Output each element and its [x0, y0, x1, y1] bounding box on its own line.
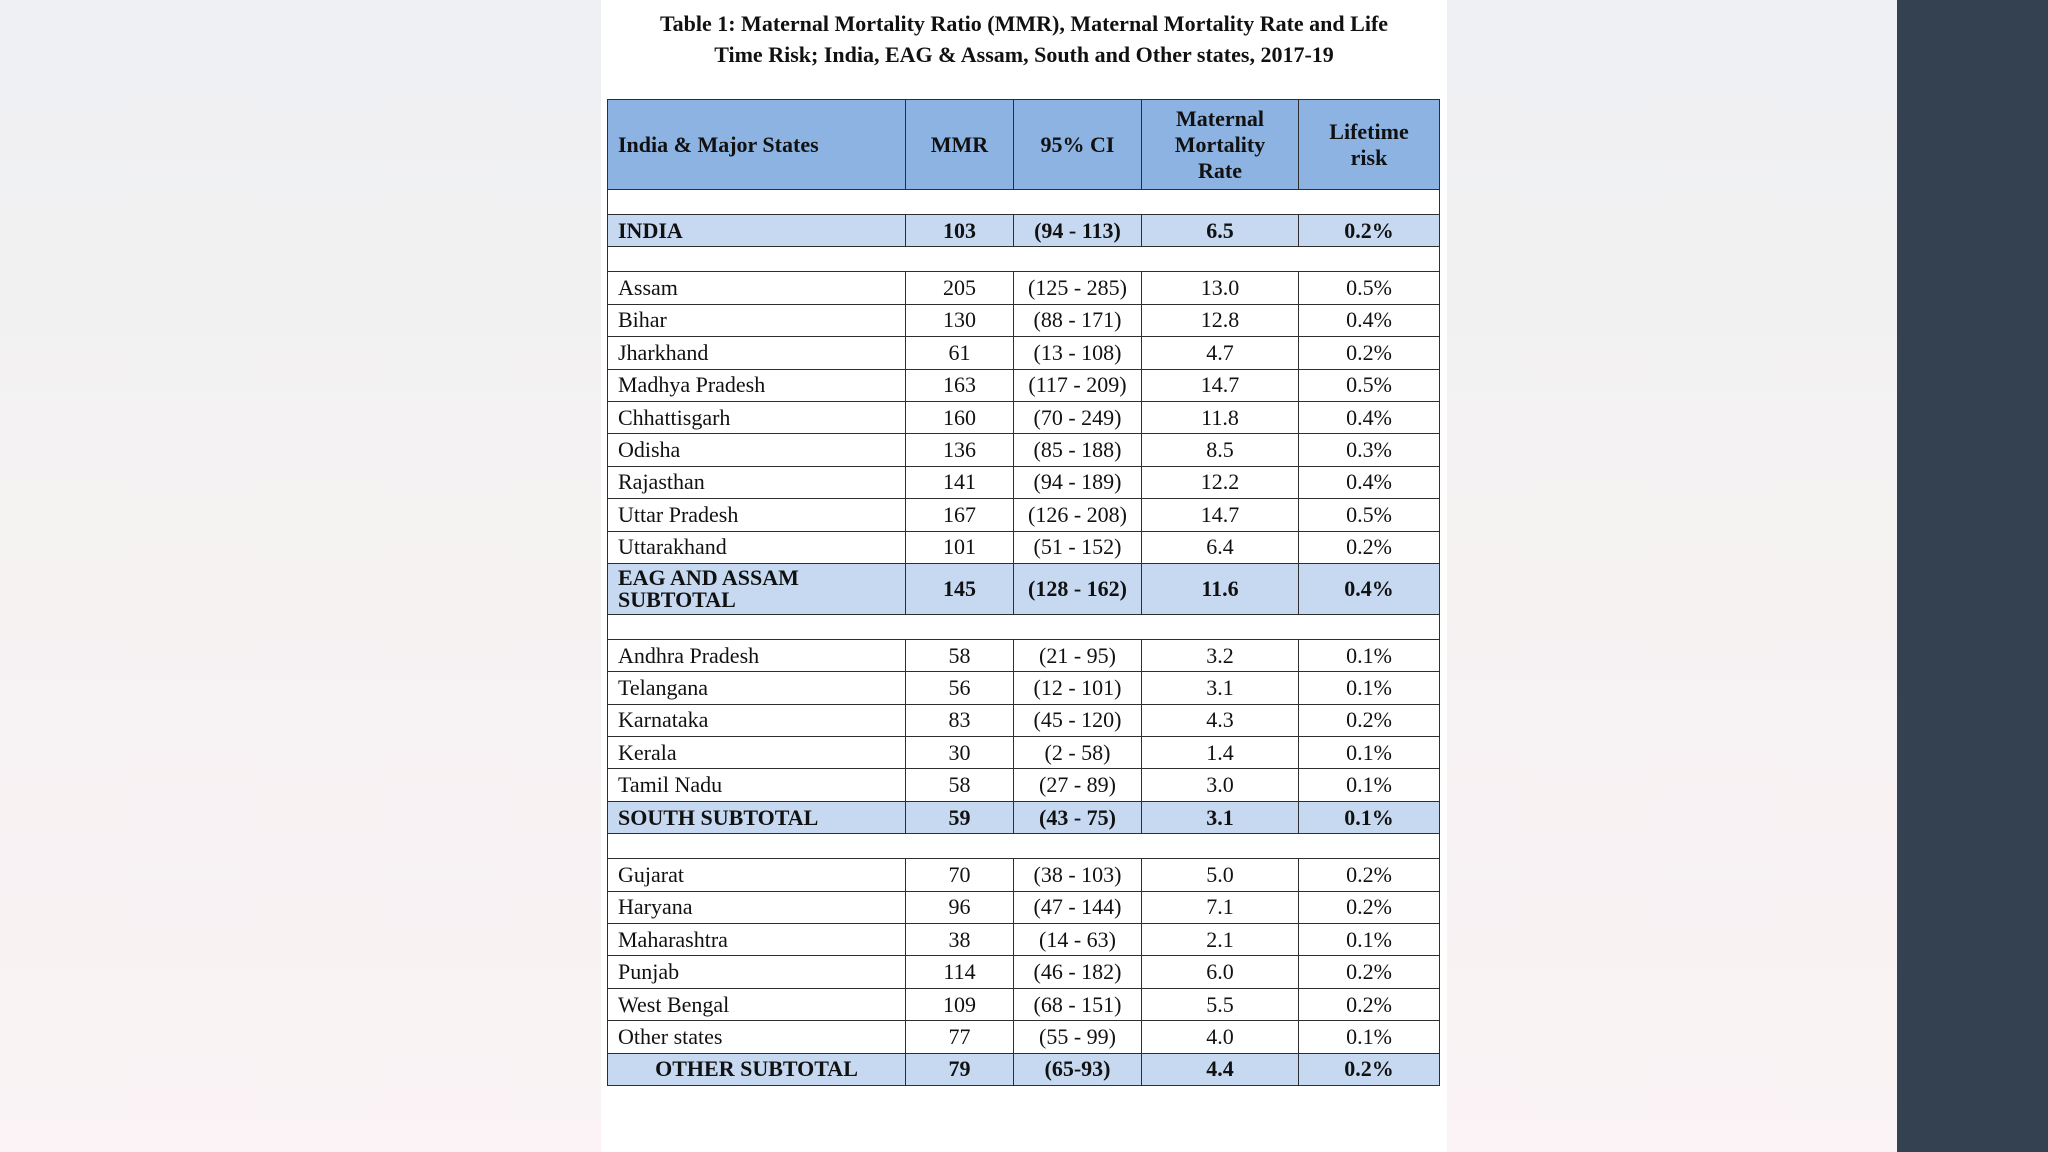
rate-cell: 4.3 — [1142, 704, 1299, 736]
india-row — [608, 215, 1440, 247]
ci-cell: (12 - 101) — [1014, 672, 1142, 704]
table-row — [608, 639, 1440, 671]
mmr-cell: 96 — [906, 891, 1014, 923]
row-name: Other states — [608, 1021, 906, 1053]
column-header-lifetime-risk: Lifetime risk — [1299, 100, 1440, 190]
row-name: Uttar Pradesh — [608, 499, 906, 531]
ci-cell: (47 - 144) — [1014, 891, 1142, 923]
row-name: Assam — [608, 272, 906, 304]
table-title — [601, 8, 1447, 70]
row-name: West Bengal — [608, 988, 906, 1020]
mmr-cell: 61 — [906, 337, 1014, 369]
rate-cell: 14.7 — [1142, 369, 1299, 401]
ci-cell: (14 - 63) — [1014, 924, 1142, 956]
risk-cell: 0.2% — [1299, 956, 1440, 988]
table-header-row — [608, 100, 1440, 190]
column-header-mmr: MMR — [906, 100, 1014, 190]
rate-cell: 3.0 — [1142, 769, 1299, 801]
rate-cell: 4.7 — [1142, 337, 1299, 369]
table-row — [608, 924, 1440, 956]
row-name: EAG AND ASSAM SUBTOTAL — [608, 563, 906, 614]
rate-cell: 12.8 — [1142, 304, 1299, 336]
row-name: OTHER SUBTOTAL — [608, 1053, 906, 1085]
ci-cell: (88 - 171) — [1014, 304, 1142, 336]
rate-cell: 14.7 — [1142, 499, 1299, 531]
ci-cell: (27 - 89) — [1014, 769, 1142, 801]
risk-cell: 0.2% — [1299, 704, 1440, 736]
row-name: Madhya Pradesh — [608, 369, 906, 401]
risk-cell: 0.2% — [1299, 1053, 1440, 1085]
risk-cell: 0.3% — [1299, 434, 1440, 466]
eag-group — [608, 272, 1440, 564]
column-header-states: India & Major States — [608, 100, 906, 190]
risk-cell: 0.2% — [1299, 215, 1440, 247]
other-subtotal-row — [608, 1053, 1440, 1085]
row-name: Andhra Pradesh — [608, 639, 906, 671]
ci-cell: (43 - 75) — [1014, 801, 1142, 833]
table-row — [608, 272, 1440, 304]
rate-cell: 5.5 — [1142, 988, 1299, 1020]
mmr-cell: 56 — [906, 672, 1014, 704]
row-name: Maharashtra — [608, 924, 906, 956]
column-header-maternal-mortality-rate: Maternal Mortality Rate — [1142, 100, 1299, 190]
column-header-ci: 95% CI — [1014, 100, 1142, 190]
rate-cell: 11.8 — [1142, 401, 1299, 433]
ci-cell: (128 - 162) — [1014, 563, 1142, 614]
table-row — [608, 499, 1440, 531]
ci-cell: (13 - 108) — [1014, 337, 1142, 369]
ci-cell: (55 - 99) — [1014, 1021, 1142, 1053]
rate-cell: 13.0 — [1142, 272, 1299, 304]
ci-cell: (38 - 103) — [1014, 859, 1142, 891]
risk-cell: 0.1% — [1299, 737, 1440, 769]
other-group — [608, 859, 1440, 1053]
rate-cell: 8.5 — [1142, 434, 1299, 466]
risk-cell: 0.2% — [1299, 531, 1440, 563]
document-page — [601, 0, 1447, 1152]
risk-cell: 0.4% — [1299, 304, 1440, 336]
rate-cell: 5.0 — [1142, 859, 1299, 891]
ci-cell: (46 - 182) — [1014, 956, 1142, 988]
mmr-cell: 163 — [906, 369, 1014, 401]
table-row — [608, 988, 1440, 1020]
ci-cell: (51 - 152) — [1014, 531, 1142, 563]
table-title-line-2: Time Risk; India, EAG & Assam, South and Other states, 2017-19 — [714, 42, 1334, 67]
ci-cell: (21 - 95) — [1014, 639, 1142, 671]
risk-cell: 0.2% — [1299, 891, 1440, 923]
row-name: Gujarat — [608, 859, 906, 891]
mmr-cell: 205 — [906, 272, 1014, 304]
rate-cell: 6.5 — [1142, 215, 1299, 247]
row-name: Uttarakhand — [608, 531, 906, 563]
row-name: Rajasthan — [608, 466, 906, 498]
mmr-cell: 38 — [906, 924, 1014, 956]
ci-cell: (126 - 208) — [1014, 499, 1142, 531]
ci-cell: (45 - 120) — [1014, 704, 1142, 736]
table-row — [608, 1021, 1440, 1053]
rate-cell: 4.0 — [1142, 1021, 1299, 1053]
ci-cell: (94 - 113) — [1014, 215, 1142, 247]
ci-cell: (68 - 151) — [1014, 988, 1142, 1020]
row-name: Kerala — [608, 737, 906, 769]
ci-cell: (117 - 209) — [1014, 369, 1142, 401]
mmr-cell: 114 — [906, 956, 1014, 988]
mmr-table — [607, 99, 1440, 1086]
ci-cell: (2 - 58) — [1014, 737, 1142, 769]
row-name: INDIA — [608, 215, 906, 247]
table-row — [608, 737, 1440, 769]
mmr-cell: 77 — [906, 1021, 1014, 1053]
rate-cell: 11.6 — [1142, 563, 1299, 614]
risk-cell: 0.1% — [1299, 639, 1440, 671]
spacer-row — [608, 247, 1440, 272]
risk-cell: 0.1% — [1299, 769, 1440, 801]
table-row — [608, 434, 1440, 466]
table-row — [608, 704, 1440, 736]
mmr-cell: 58 — [906, 769, 1014, 801]
table-row — [608, 769, 1440, 801]
mmr-cell: 145 — [906, 563, 1014, 614]
row-name: Karnataka — [608, 704, 906, 736]
mmr-cell: 160 — [906, 401, 1014, 433]
mmr-cell: 59 — [906, 801, 1014, 833]
mmr-cell: 109 — [906, 988, 1014, 1020]
risk-cell: 0.2% — [1299, 859, 1440, 891]
spacer-row — [608, 834, 1440, 859]
rate-cell: 3.2 — [1142, 639, 1299, 671]
mmr-cell: 30 — [906, 737, 1014, 769]
row-name: Bihar — [608, 304, 906, 336]
rate-cell: 3.1 — [1142, 672, 1299, 704]
risk-cell: 0.4% — [1299, 401, 1440, 433]
row-name: Punjab — [608, 956, 906, 988]
ci-cell: (85 - 188) — [1014, 434, 1142, 466]
table-title-line-1: Table 1: Maternal Mortality Ratio (MMR), Maternal Mortality Rate and Life — [659, 11, 1389, 36]
risk-cell: 0.2% — [1299, 988, 1440, 1020]
row-name: Jharkhand — [608, 337, 906, 369]
row-name: Haryana — [608, 891, 906, 923]
side-panel — [1897, 0, 2048, 1152]
south-subtotal-row — [608, 801, 1440, 833]
table-row — [608, 466, 1440, 498]
mmr-cell: 79 — [906, 1053, 1014, 1085]
spacer-row — [608, 614, 1440, 639]
rate-cell: 6.4 — [1142, 531, 1299, 563]
rate-cell: 1.4 — [1142, 737, 1299, 769]
row-name: Chhattisgarh — [608, 401, 906, 433]
table-row — [608, 531, 1440, 563]
mmr-cell: 103 — [906, 215, 1014, 247]
risk-cell: 0.4% — [1299, 563, 1440, 614]
table-row — [608, 337, 1440, 369]
rate-cell: 7.1 — [1142, 891, 1299, 923]
table-row — [608, 304, 1440, 336]
ci-cell: (94 - 189) — [1014, 466, 1142, 498]
spacer-row — [608, 190, 1440, 215]
risk-cell: 0.1% — [1299, 924, 1440, 956]
risk-cell: 0.1% — [1299, 672, 1440, 704]
table-row — [608, 369, 1440, 401]
row-name: Odisha — [608, 434, 906, 466]
row-name: Telangana — [608, 672, 906, 704]
row-name: SOUTH SUBTOTAL — [608, 801, 906, 833]
risk-cell: 0.5% — [1299, 369, 1440, 401]
mmr-cell: 101 — [906, 531, 1014, 563]
mmr-cell: 83 — [906, 704, 1014, 736]
ci-cell: (65-93) — [1014, 1053, 1142, 1085]
mmr-cell: 141 — [906, 466, 1014, 498]
table-row — [608, 859, 1440, 891]
ci-cell: (70 - 249) — [1014, 401, 1142, 433]
rate-cell: 12.2 — [1142, 466, 1299, 498]
mmr-cell: 130 — [906, 304, 1014, 336]
rate-cell: 2.1 — [1142, 924, 1299, 956]
table-row — [608, 891, 1440, 923]
table-row — [608, 956, 1440, 988]
mmr-cell: 136 — [906, 434, 1014, 466]
rate-cell: 4.4 — [1142, 1053, 1299, 1085]
risk-cell: 0.1% — [1299, 801, 1440, 833]
south-group — [608, 639, 1440, 801]
table-row — [608, 672, 1440, 704]
eag-subtotal-row — [608, 563, 1440, 614]
risk-cell: 0.5% — [1299, 499, 1440, 531]
risk-cell: 0.1% — [1299, 1021, 1440, 1053]
risk-cell: 0.2% — [1299, 337, 1440, 369]
risk-cell: 0.5% — [1299, 272, 1440, 304]
rate-cell: 6.0 — [1142, 956, 1299, 988]
mmr-cell: 58 — [906, 639, 1014, 671]
row-name: Tamil Nadu — [608, 769, 906, 801]
mmr-cell: 70 — [906, 859, 1014, 891]
risk-cell: 0.4% — [1299, 466, 1440, 498]
rate-cell: 3.1 — [1142, 801, 1299, 833]
ci-cell: (125 - 285) — [1014, 272, 1142, 304]
mmr-cell: 167 — [906, 499, 1014, 531]
table-row — [608, 401, 1440, 433]
